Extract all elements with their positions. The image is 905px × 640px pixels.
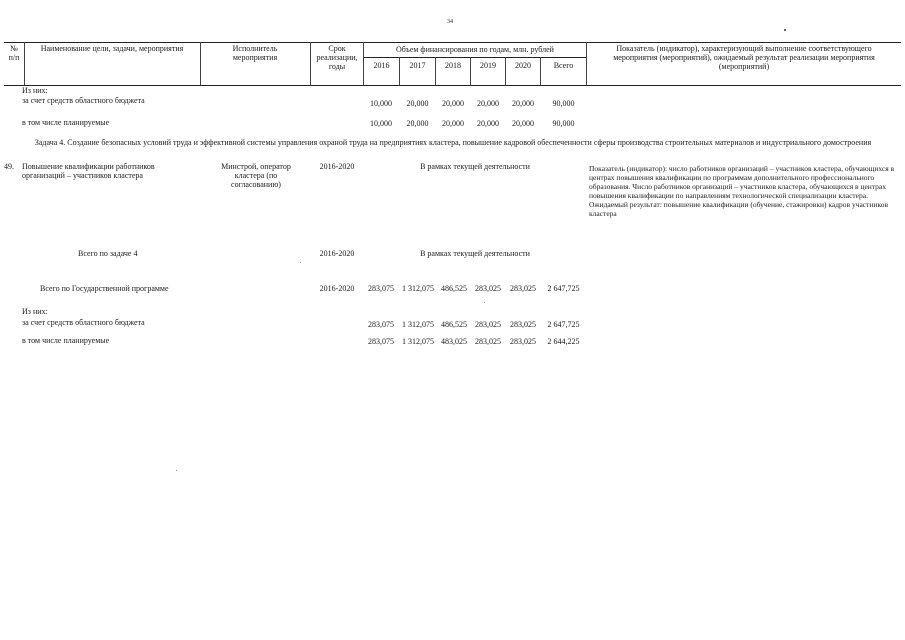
header-year-2020: 2020 (515, 61, 531, 70)
regional-2017: 20,000 (406, 99, 429, 108)
program-total-2018: 486,525 (441, 284, 467, 293)
program-regional-2017: 1 312,075 (402, 320, 434, 329)
item49-indicator: Показатель (индикатор): число работников организаций – участников кластера, обучающихся в центрах повышения квалификации по программам дополнительного профессионального образования. Число работников организаций – участников кластера, обучающихся в центрах повышения квалификации по направлениям технологической специализации кластера. Ожидаемый результат: повышение квалификации (обучение, стажировки) кадров участников кластера (589, 164, 895, 218)
planned-2018: 20,000 (442, 119, 464, 128)
iz-nih-label: Из них: (22, 86, 48, 95)
years-top-rule (363, 57, 586, 58)
program-total-2017: 1 312,075 (402, 284, 434, 293)
task4-title: Задача 4. Создание безопасных условий труда и эффективной системы управления охраной труда на предприятиях кластера, повышение кадровой обеспеченности сферы производства строительных материалов и индустриального домостроения (34, 138, 872, 147)
program-planned-2019: 283,025 (475, 337, 501, 346)
program-planned-label: в том числе планируемые (22, 336, 110, 345)
scan-speck (484, 302, 485, 303)
header-executor: Исполнитель мероприятия (232, 44, 278, 62)
regional-2020: 20,000 (512, 99, 534, 108)
program-total-total: 2 647,725 (547, 284, 580, 293)
program-regional-2016: 283,075 (368, 320, 394, 329)
task4-total-label: Всего по задаче 4 (78, 249, 138, 258)
header-name: Наименование цели, задачи, мероприятия (40, 44, 184, 53)
program-regional-total: 2 647,725 (547, 320, 580, 329)
program-planned-2020: 283,025 (510, 337, 536, 346)
regional-budget-label: за счет средств областного бюджета (22, 96, 145, 105)
program-planned-2017: 1 312,075 (402, 337, 434, 346)
regional-2016: 10,000 (370, 99, 392, 108)
header-year-2016: 2016 (373, 61, 390, 70)
task4-total-period: 2016-2020 (319, 249, 355, 258)
planned-2017: 20,000 (406, 119, 429, 128)
item49-executor: Минстрой, оператор кластера (по согласованию) (221, 162, 291, 189)
planned-label: в том числе планируемые (22, 118, 110, 127)
item49-funding: В рамках текущей деятельности (420, 162, 530, 171)
program-planned-2016: 283,075 (368, 337, 394, 346)
program-total-2019: 283,025 (475, 284, 501, 293)
program-total-2016: 283,075 (368, 284, 394, 293)
item49-period: 2016-2020 (319, 162, 355, 171)
item49-num: 49. (4, 162, 14, 171)
planned-2019: 20,000 (477, 119, 499, 128)
program-regional-label: за счет средств областного бюджета (22, 318, 145, 327)
scan-speck (176, 470, 177, 471)
program-planned-total: 2 644,225 (547, 337, 580, 346)
header-year-2019: 2019 (480, 61, 496, 70)
col-divider (200, 42, 201, 85)
program-iz-nih-label: Из них: (22, 307, 48, 316)
program-regional-2019: 283,025 (475, 320, 501, 329)
item49-name: Повышение квалификации работников организаций – участников кластера (22, 162, 155, 180)
page-number: 34 (447, 19, 453, 25)
regional-total: 90,000 (552, 99, 575, 108)
speck-dot (784, 29, 786, 31)
header-year-2017: 2017 (409, 61, 426, 70)
header-year-2018: 2018 (445, 61, 461, 70)
regional-2018: 20,000 (442, 99, 464, 108)
program-total-period: 2016-2020 (319, 284, 355, 293)
planned-2020: 20,000 (512, 119, 534, 128)
header-bottom-rule (4, 85, 901, 86)
program-total-2020: 283,025 (510, 284, 536, 293)
header-period: Срок реализации, годы (316, 44, 358, 71)
header-top-rule (4, 42, 901, 43)
header-indicator: Показатель (индикатор), характеризующий выполнение соответствующего мероприятия (мероприятий), ожидаемый результат реализации мероприятия (мероприятий) (613, 44, 875, 71)
planned-total: 90,000 (552, 119, 575, 128)
program-regional-2018: 486,525 (441, 320, 467, 329)
col-divider (24, 42, 25, 85)
planned-2016: 10,000 (370, 119, 392, 128)
header-funding: Объем финансирования по годам, млн. рублей (396, 45, 554, 54)
header-total: Всего (553, 61, 574, 70)
header-num: № п/п (8, 44, 20, 62)
scan-speck (300, 262, 301, 263)
col-divider (586, 42, 587, 85)
task4-total-funding: В рамках текущей деятельности (420, 249, 530, 258)
program-total-label: Всего по Государственной программе (40, 284, 169, 293)
program-planned-2018: 483,025 (441, 337, 467, 346)
program-regional-2020: 283,025 (510, 320, 536, 329)
regional-2019: 20,000 (477, 99, 499, 108)
